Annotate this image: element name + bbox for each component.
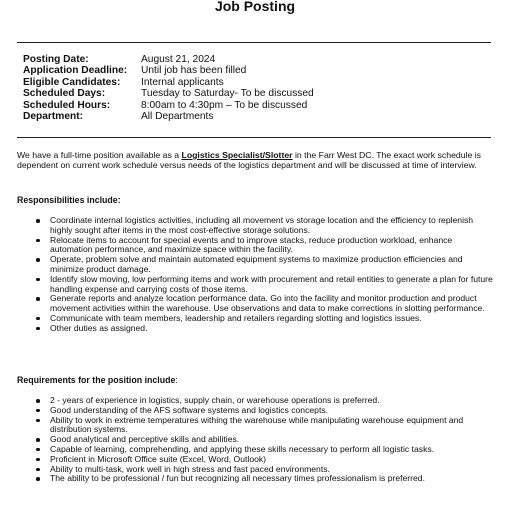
application-deadline-value: Until job has been filled [141, 65, 247, 77]
intro-text-after: in the Farr West DC. The exact work schedule is dependent on current work schedule versus needs of the logistics department and will be discussed at time of interview. [17, 150, 482, 171]
requirements-heading-colon: : [175, 375, 178, 385]
application-deadline-label: Application Deadline: [23, 65, 128, 77]
posting-date-value: August 21, 2024 [141, 54, 216, 65]
department-value: All Departments [141, 111, 214, 123]
application-deadline-row [23, 65, 314, 76]
top-divider [17, 42, 491, 43]
scheduled-days-row [23, 88, 314, 99]
list-item: Operate, problem solve and maintain automated equipment systems to maximize production efficiencies and minimize product damage. [33, 255, 493, 275]
posting-details [23, 54, 314, 122]
scheduled-days-label: Scheduled Days: [23, 88, 106, 100]
posting-date-label: Posting Date: [23, 54, 89, 65]
responsibilities-list [33, 216, 493, 334]
list-item: Relocate items to account for special events and to improve stacks, reduce production workload, enhance automation performance, and maximize space within the facility. [33, 236, 493, 256]
posting-date-row [23, 54, 314, 65]
bottom-divider [17, 137, 491, 138]
list-item: Communicate with team members, leadership and retailers regarding slotting and logistics issues. [33, 314, 493, 324]
requirements-list [33, 396, 493, 484]
scheduled-days-value: Tuesday to Saturday- To be discussed [141, 88, 314, 100]
list-item: Generate reports and analyze location performance data. Go into the facility and monitor production and product movement activities within the warehouse. Use observations and data to make corrections in slotting performance. [33, 294, 493, 314]
list-item: Good understanding of the AFS software systems and logistics concepts. [33, 406, 493, 416]
requirements-heading-text: Requirements for the position include [17, 375, 176, 385]
list-item: Ability to multi-task, work well in high stress and fast paced environments. [33, 465, 493, 475]
list-item: Good analytical and perceptive skills and abilities. [33, 435, 493, 445]
list-item: Other duties as assigned. [33, 324, 493, 334]
position-title-link[interactable]: Logistics Specialist/Slotter [181, 150, 293, 160]
scheduled-hours-label: Scheduled Hours: [23, 99, 111, 111]
eligible-candidates-value: Internal applicants [141, 76, 224, 88]
department-label: Department: [23, 111, 84, 123]
list-item: Coordinate internal logistics activities, including all movement vs storage location and the efficiency to replenish highly sought after items in the most cost-effective storage solutions. [33, 216, 493, 236]
scheduled-hours-value: 8:00am to 4:30pm – To be discussed [141, 99, 308, 111]
intro-text-before: We have a full-time position available as a [17, 150, 182, 160]
list-item: 2 - years of experience in logistics, supply chain, or warehouse operations is preferred. [33, 396, 493, 406]
department-row [23, 111, 314, 122]
scheduled-hours-row [23, 100, 314, 111]
list-item: Identify slow moving, low performing items and work with procurement and retail entities to generate a plan for future handling expense and carrying costs of those items. [33, 275, 493, 295]
document-title: Job Posting [214, 0, 296, 14]
responsibilities-heading: Responsibilities include: [17, 195, 121, 205]
eligible-candidates-row [23, 77, 314, 88]
list-item: Capable of learning, comprehending, and applying these skills necessary to perform all logistic tasks. [33, 445, 493, 455]
list-item: The ability to be professional / fun but recognizing all necessary times professionalism is preferred. [33, 474, 493, 484]
eligible-candidates-label: Eligible Candidates: [23, 76, 121, 88]
list-item: Ability to work in extreme temperatures withing the warehouse while manipulating warehouse equipment and distribution systems. [33, 416, 493, 436]
intro-paragraph [17, 150, 495, 171]
requirements-heading [17, 375, 178, 385]
list-item: Proficient in Microsoft Office suite (Excel, Word, Outlook) [33, 455, 493, 465]
